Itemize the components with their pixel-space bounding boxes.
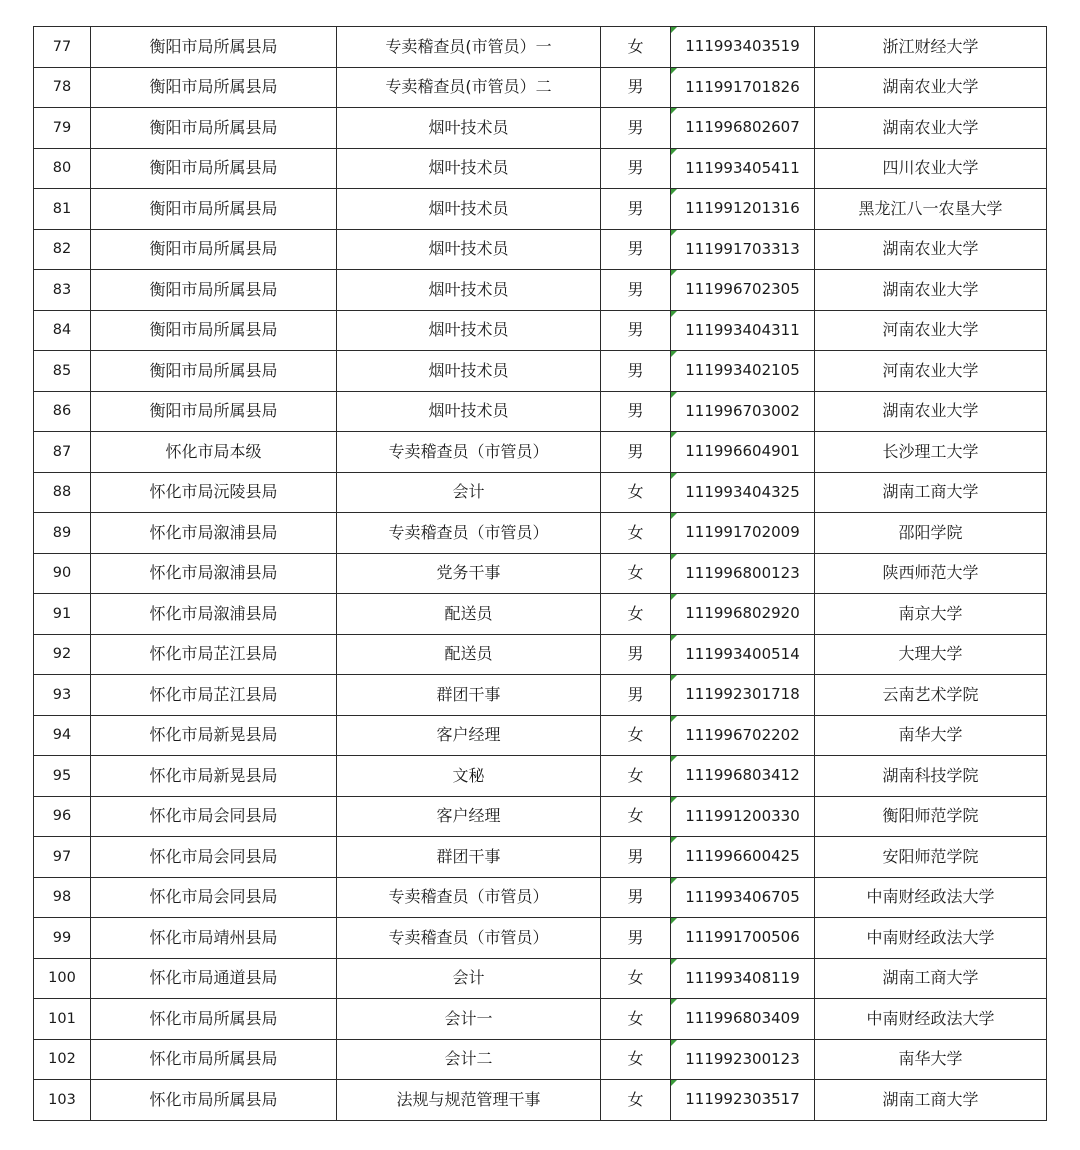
row-number: 86 (34, 391, 91, 432)
ticket-number-cell: 111996800123 (671, 553, 815, 594)
row-number: 95 (34, 756, 91, 797)
gender-cell: 男 (601, 432, 671, 473)
position-cell: 配送员 (337, 634, 601, 675)
ticket-number-cell: 111996803409 (671, 999, 815, 1040)
ticket-number-cell: 111993406705 (671, 877, 815, 918)
gender-cell: 男 (601, 148, 671, 189)
table-row (34, 837, 1047, 878)
school-cell: 湖南农业大学 (815, 270, 1047, 311)
table-row (34, 796, 1047, 837)
unit-cell: 衡阳市局所属县局 (91, 351, 337, 392)
row-number: 77 (34, 27, 91, 68)
position-cell: 会计二 (337, 1039, 601, 1080)
ticket-number-cell: 111996802607 (671, 108, 815, 149)
unit-cell: 怀化市局本级 (91, 432, 337, 473)
row-number: 81 (34, 189, 91, 230)
row-number: 103 (34, 1080, 91, 1121)
unit-cell: 怀化市局会同县局 (91, 837, 337, 878)
school-cell: 四川农业大学 (815, 148, 1047, 189)
table-row (34, 27, 1047, 68)
unit-cell: 衡阳市局所属县局 (91, 310, 337, 351)
ticket-number-cell: 111991700506 (671, 918, 815, 959)
school-cell: 陕西师范大学 (815, 553, 1047, 594)
position-cell: 烟叶技术员 (337, 229, 601, 270)
position-cell: 法规与规范管理干事 (337, 1080, 601, 1121)
candidate-table (33, 26, 1047, 1121)
table-row (34, 432, 1047, 473)
table-row (34, 229, 1047, 270)
school-cell: 中南财经政法大学 (815, 999, 1047, 1040)
gender-cell: 男 (601, 270, 671, 311)
position-cell: 群团干事 (337, 675, 601, 716)
gender-cell: 男 (601, 837, 671, 878)
school-cell: 湖南工商大学 (815, 472, 1047, 513)
position-cell: 会计 (337, 958, 601, 999)
position-cell: 会计 (337, 472, 601, 513)
ticket-number-cell: 111991703313 (671, 229, 815, 270)
row-number: 92 (34, 634, 91, 675)
school-cell: 河南农业大学 (815, 310, 1047, 351)
school-cell: 邵阳学院 (815, 513, 1047, 554)
table-row (34, 472, 1047, 513)
school-cell: 衡阳师范学院 (815, 796, 1047, 837)
gender-cell: 男 (601, 351, 671, 392)
row-number: 100 (34, 958, 91, 999)
school-cell: 湖南工商大学 (815, 1080, 1047, 1121)
position-cell: 专卖稽查员(市管员）一 (337, 27, 601, 68)
row-number: 99 (34, 918, 91, 959)
gender-cell: 男 (601, 675, 671, 716)
table-row (34, 148, 1047, 189)
row-number: 87 (34, 432, 91, 473)
school-cell: 湖南科技学院 (815, 756, 1047, 797)
table-row (34, 1039, 1047, 1080)
ticket-number-cell: 111991702009 (671, 513, 815, 554)
gender-cell: 男 (601, 877, 671, 918)
position-cell: 烟叶技术员 (337, 270, 601, 311)
position-cell: 烟叶技术员 (337, 148, 601, 189)
gender-cell: 男 (601, 310, 671, 351)
row-number: 102 (34, 1039, 91, 1080)
table-row (34, 553, 1047, 594)
school-cell: 中南财经政法大学 (815, 918, 1047, 959)
ticket-number-cell: 111993405411 (671, 148, 815, 189)
row-number: 79 (34, 108, 91, 149)
gender-cell: 女 (601, 715, 671, 756)
row-number: 88 (34, 472, 91, 513)
ticket-number-cell: 111993400514 (671, 634, 815, 675)
table-row (34, 351, 1047, 392)
school-cell: 中南财经政法大学 (815, 877, 1047, 918)
unit-cell: 衡阳市局所属县局 (91, 27, 337, 68)
table-row (34, 918, 1047, 959)
table-row (34, 391, 1047, 432)
ticket-number-cell: 111993402105 (671, 351, 815, 392)
ticket-number-cell: 111996703002 (671, 391, 815, 432)
unit-cell: 衡阳市局所属县局 (91, 189, 337, 230)
row-number: 84 (34, 310, 91, 351)
row-number: 90 (34, 553, 91, 594)
row-number: 85 (34, 351, 91, 392)
position-cell: 烟叶技术员 (337, 310, 601, 351)
school-cell: 湖南农业大学 (815, 391, 1047, 432)
table-row (34, 1080, 1047, 1121)
position-cell: 烟叶技术员 (337, 351, 601, 392)
ticket-number-cell: 111996702305 (671, 270, 815, 311)
row-number: 91 (34, 594, 91, 635)
position-cell: 专卖稽查员(市管员）二 (337, 67, 601, 108)
row-number: 78 (34, 67, 91, 108)
ticket-number-cell: 111993404325 (671, 472, 815, 513)
gender-cell: 女 (601, 958, 671, 999)
ticket-number-cell: 111993408119 (671, 958, 815, 999)
gender-cell: 男 (601, 108, 671, 149)
unit-cell: 怀化市局溆浦县局 (91, 513, 337, 554)
school-cell: 南华大学 (815, 1039, 1047, 1080)
unit-cell: 衡阳市局所属县局 (91, 270, 337, 311)
table-row (34, 310, 1047, 351)
unit-cell: 怀化市局溆浦县局 (91, 553, 337, 594)
position-cell: 配送员 (337, 594, 601, 635)
gender-cell: 男 (601, 67, 671, 108)
ticket-number-cell: 111996600425 (671, 837, 815, 878)
row-number: 80 (34, 148, 91, 189)
row-number: 94 (34, 715, 91, 756)
unit-cell: 怀化市局沅陵县局 (91, 472, 337, 513)
gender-cell: 女 (601, 1039, 671, 1080)
school-cell: 湖南农业大学 (815, 229, 1047, 270)
ticket-number-cell: 111993403519 (671, 27, 815, 68)
position-cell: 专卖稽查员（市管员） (337, 877, 601, 918)
position-cell: 会计一 (337, 999, 601, 1040)
table-row (34, 675, 1047, 716)
school-cell: 河南农业大学 (815, 351, 1047, 392)
position-cell: 文秘 (337, 756, 601, 797)
gender-cell: 男 (601, 634, 671, 675)
unit-cell: 怀化市局靖州县局 (91, 918, 337, 959)
table-row (34, 715, 1047, 756)
unit-cell: 怀化市局会同县局 (91, 796, 337, 837)
unit-cell: 怀化市局所属县局 (91, 1080, 337, 1121)
unit-cell: 衡阳市局所属县局 (91, 229, 337, 270)
ticket-number-cell: 111993404311 (671, 310, 815, 351)
unit-cell: 怀化市局所属县局 (91, 999, 337, 1040)
gender-cell: 女 (601, 999, 671, 1040)
ticket-number-cell: 111996702202 (671, 715, 815, 756)
unit-cell: 怀化市局芷江县局 (91, 634, 337, 675)
table-row (34, 108, 1047, 149)
row-number: 96 (34, 796, 91, 837)
gender-cell: 男 (601, 229, 671, 270)
unit-cell: 怀化市局芷江县局 (91, 675, 337, 716)
school-cell: 长沙理工大学 (815, 432, 1047, 473)
position-cell: 专卖稽查员（市管员） (337, 918, 601, 959)
table-body (34, 27, 1047, 1121)
row-number: 101 (34, 999, 91, 1040)
school-cell: 浙江财经大学 (815, 27, 1047, 68)
row-number: 89 (34, 513, 91, 554)
unit-cell: 怀化市局所属县局 (91, 1039, 337, 1080)
table-row (34, 513, 1047, 554)
position-cell: 客户经理 (337, 796, 601, 837)
school-cell: 南京大学 (815, 594, 1047, 635)
position-cell: 烟叶技术员 (337, 391, 601, 432)
row-number: 97 (34, 837, 91, 878)
school-cell: 湖南农业大学 (815, 67, 1047, 108)
row-number: 98 (34, 877, 91, 918)
position-cell: 烟叶技术员 (337, 189, 601, 230)
school-cell: 云南艺术学院 (815, 675, 1047, 716)
gender-cell: 女 (601, 553, 671, 594)
gender-cell: 女 (601, 27, 671, 68)
position-cell: 群团干事 (337, 837, 601, 878)
table-row (34, 756, 1047, 797)
unit-cell: 衡阳市局所属县局 (91, 391, 337, 432)
unit-cell: 衡阳市局所属县局 (91, 148, 337, 189)
table-row (34, 958, 1047, 999)
gender-cell: 男 (601, 189, 671, 230)
gender-cell: 女 (601, 796, 671, 837)
position-cell: 客户经理 (337, 715, 601, 756)
unit-cell: 怀化市局溆浦县局 (91, 594, 337, 635)
position-cell: 专卖稽查员（市管员） (337, 432, 601, 473)
school-cell: 安阳师范学院 (815, 837, 1047, 878)
gender-cell: 女 (601, 513, 671, 554)
table-row (34, 270, 1047, 311)
table-row (34, 67, 1047, 108)
gender-cell: 女 (601, 472, 671, 513)
row-number: 93 (34, 675, 91, 716)
unit-cell: 衡阳市局所属县局 (91, 67, 337, 108)
position-cell: 烟叶技术员 (337, 108, 601, 149)
table-row (34, 877, 1047, 918)
table-row (34, 634, 1047, 675)
ticket-number-cell: 111992301718 (671, 675, 815, 716)
row-number: 83 (34, 270, 91, 311)
ticket-number-cell: 111991200330 (671, 796, 815, 837)
table-row (34, 594, 1047, 635)
school-cell: 大理大学 (815, 634, 1047, 675)
ticket-number-cell: 111996803412 (671, 756, 815, 797)
unit-cell: 怀化市局会同县局 (91, 877, 337, 918)
unit-cell: 怀化市局新晃县局 (91, 715, 337, 756)
gender-cell: 女 (601, 594, 671, 635)
gender-cell: 女 (601, 756, 671, 797)
ticket-number-cell: 111996802920 (671, 594, 815, 635)
ticket-number-cell: 111992303517 (671, 1080, 815, 1121)
table-row (34, 999, 1047, 1040)
gender-cell: 女 (601, 1080, 671, 1121)
table-row (34, 189, 1047, 230)
unit-cell: 怀化市局新晃县局 (91, 756, 337, 797)
unit-cell: 衡阳市局所属县局 (91, 108, 337, 149)
ticket-number-cell: 111991701826 (671, 67, 815, 108)
position-cell: 党务干事 (337, 553, 601, 594)
ticket-number-cell: 111992300123 (671, 1039, 815, 1080)
row-number: 82 (34, 229, 91, 270)
school-cell: 湖南工商大学 (815, 958, 1047, 999)
school-cell: 黑龙江八一农垦大学 (815, 189, 1047, 230)
gender-cell: 男 (601, 391, 671, 432)
ticket-number-cell: 111996604901 (671, 432, 815, 473)
ticket-number-cell: 111991201316 (671, 189, 815, 230)
gender-cell: 男 (601, 918, 671, 959)
position-cell: 专卖稽查员（市管员） (337, 513, 601, 554)
school-cell: 南华大学 (815, 715, 1047, 756)
unit-cell: 怀化市局通道县局 (91, 958, 337, 999)
school-cell: 湖南农业大学 (815, 108, 1047, 149)
